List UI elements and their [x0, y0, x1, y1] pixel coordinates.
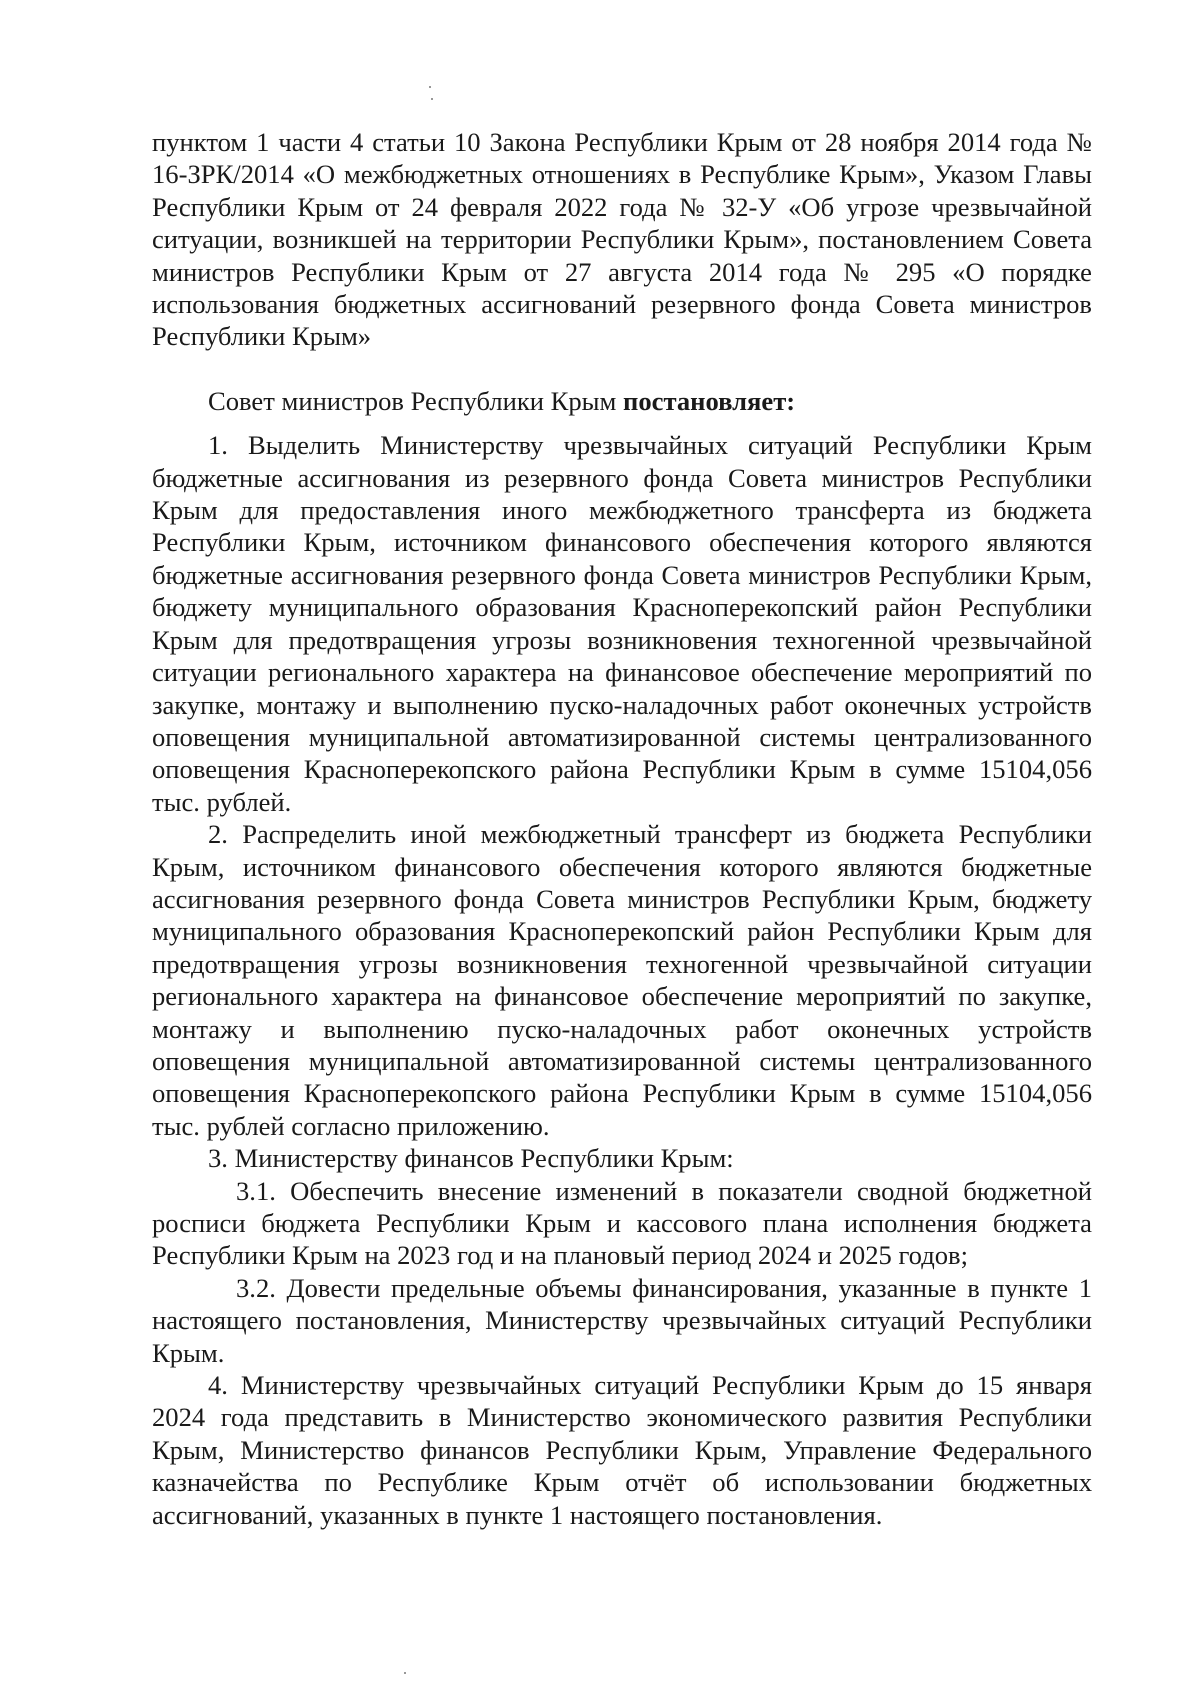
scan-speck [404, 1672, 406, 1674]
item-3-2-paragraph: 3.2. Довести предельные объемы финансирования, указанные в пункте 1 настоящего постановления, Министерству чрезвычайных ситуаций Республики Крым. [152, 1272, 1092, 1368]
preamble-paragraph: пунктом 1 части 4 статьи 10 Закона Республики Крым от 28 ноября 2014 года № 16-ЗРК/2014 «О межбюджетных отношениях в Республике Крым», Указом Главы Республики Крым от 24 февраля 2022 года № 32-У «Об угрозе чрезвычайной ситуации, возникшей на территории Республики Крым», постановлением Совета министров Республики Крым от 27 августа 2014 года № 295 «О порядке использования бюджетных ассигнований резервного фонда Совета министров Республики Крым» [152, 127, 1092, 352]
item-2-paragraph: 2. Распределить иной межбюджетный трансферт из бюджета Республики Крым, источником финансового обеспечения которого являются бюджетные ассигнования резервного фонда Совета министров Республики Крым, бюджету муниципального образования Красноперекопский район Республики Крым для предотвращения угрозы возникновения техногенной чрезвычайной ситуации регионального характера на финансовое обеспечение мероприятий по закупке, монтажу и выполнению пуско-наладочных работ оконечных устройств оповещения муниципальной автоматизированной системы централизованного оповещения Красноперекопского района Республики Крым в сумме 15104,056 тыс. рублей согласно приложению. [152, 819, 1092, 1141]
decree-paragraph [152, 385, 1092, 417]
item-1-paragraph: 1. Выделить Министерству чрезвычайных ситуаций Республики Крым бюджетные ассигнования из резервного фонда Совета министров Республики Крым для предоставления иного межбюджетного трансферта из бюджета Республики Крым, источником финансового обеспечения которого являются бюджетные ассигнования резервного фонда Совета министров Республики Крым, бюджету муниципального образования Красноперекопский район Республики Крым для предотвращения угрозы возникновения техногенной чрезвычайной ситуации регионального характера на финансовое обеспечение мероприятий по закупке, монтажу и выполнению пуско-наладочных работ оконечных устройств оповещения муниципальной автоматизированной системы централизованного оповещения Красноперекопского района Республики Крым в сумме 15104,056 тыс. рублей. [152, 430, 1092, 817]
scan-speck [429, 86, 431, 88]
item-4-paragraph: 4. Министерству чрезвычайных ситуаций Республики Крым до 15 января 2024 года представить в Министерство экономического развития Республики Крым, Министерство финансов Республики Крым, Управление Федерального казначейства по Республике Крым отчёт об использовании бюджетных ассигнований, указанных в пункте 1 настоящего постановления. [152, 1370, 1092, 1530]
decree-verb: постановляет: [623, 385, 796, 416]
document-body [152, 126, 1092, 1531]
item-3-paragraph: 3. Министерству финансов Республики Крым: [208, 1143, 734, 1174]
item-3-1-paragraph: 3.1. Обеспечить внесение изменений в показатели сводной бюджетной росписи бюджета Республики Крым и кассового плана исполнения бюджета Республики Крым на 2023 год и на плановый период 2024 и 2025 годов; [152, 1175, 1092, 1271]
scan-speck [431, 98, 433, 100]
decree-intro: Совет министров Республики Крым [208, 385, 624, 416]
